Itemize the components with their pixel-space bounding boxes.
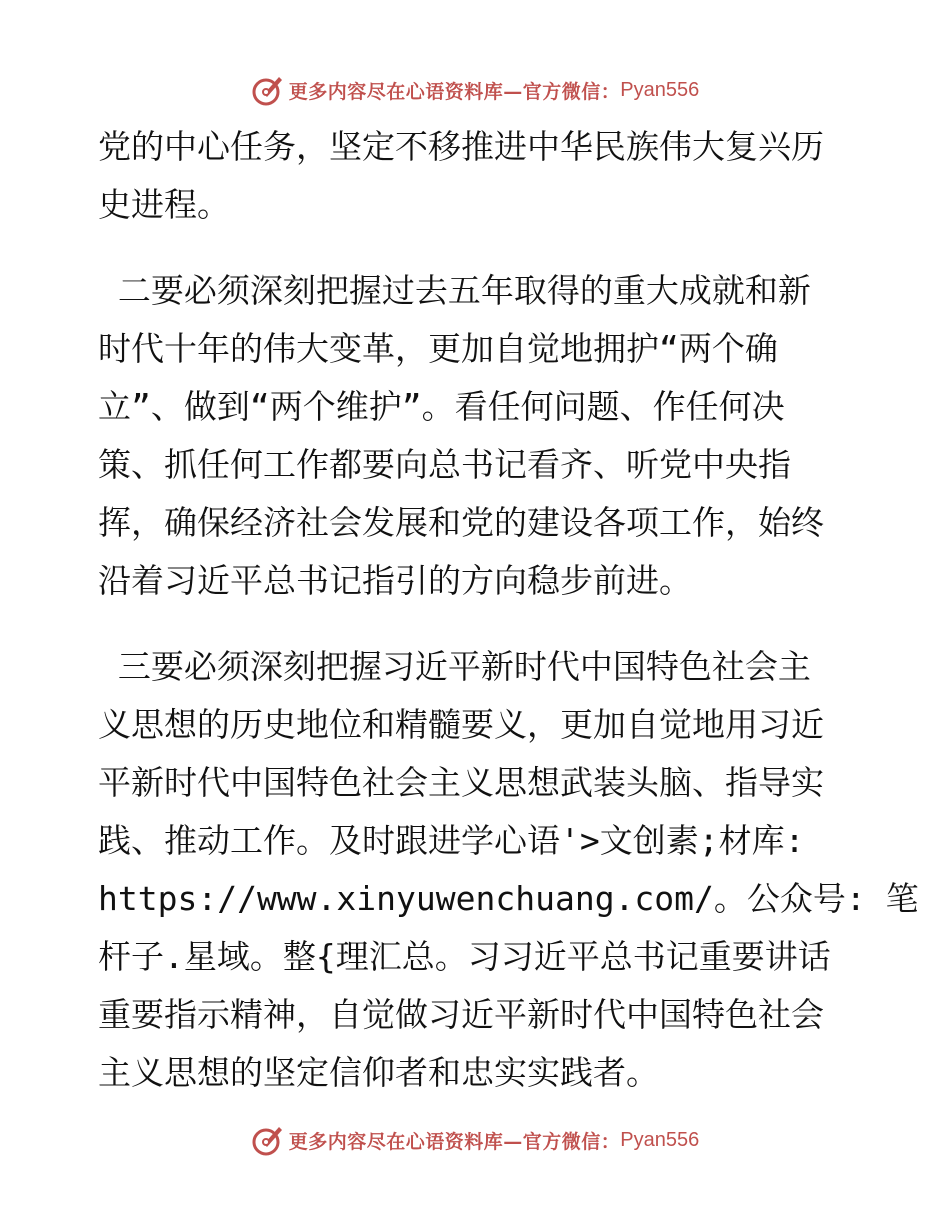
footer-wechat-id: Pyan556	[620, 1128, 700, 1151]
text-line: 杆子.星域。整{理汇总。习习近平总书记重要讲话	[98, 937, 831, 976]
text-line: 沿着习近平总书记指引的方向稳步前进。	[98, 561, 692, 600]
text-line: 立”、做到“两个维护”。看任何问题、作任何决	[98, 387, 785, 426]
text-line: 党的中心任务，坚定不移推进中华民族伟大复兴历	[98, 127, 824, 166]
paragraph-2	[98, 262, 858, 610]
text-line: 主义思想的坚定信仰者和忠实实践者。	[98, 1053, 659, 1092]
footer-watermark-banner	[0, 1120, 950, 1160]
text-line: 二要必须深刻把握过去五年取得的重大成就和新	[98, 271, 811, 310]
text-line: 践、推动工作。及时跟进学心语'>文创素;材库:	[98, 821, 805, 860]
text-line: 重要指示精神，自觉做习近平新时代中国特色社会	[98, 995, 824, 1034]
text-line: https://www.xinyuwenchuang.com/。公众号: 笔	[98, 879, 919, 918]
pen-nib-logo-icon	[251, 73, 285, 107]
text-line: 平新时代中国特色社会主义思想武装头脑、指导实	[98, 763, 824, 802]
header-wechat-id: Pyan556	[620, 78, 700, 101]
text-line: 义思想的历史地位和精髓要义，更加自觉地用习近	[98, 705, 824, 744]
text-line: 三要必须深刻把握习近平新时代中国特色社会主	[98, 647, 811, 686]
footer-banner-text: 更多内容尽在心语资料库—官方微信：	[288, 1130, 621, 1153]
header-banner-text: 更多内容尽在心语资料库—官方微信：	[288, 80, 621, 103]
text-line: 史进程。	[98, 185, 230, 224]
paragraph-1	[98, 118, 858, 234]
text-line: 时代十年的伟大变革，更加自觉地拥护“两个确	[98, 329, 778, 368]
document-body	[98, 118, 919, 1102]
header-watermark-banner	[0, 70, 950, 110]
paragraph-3	[98, 638, 919, 1102]
text-line: 挥，确保经济社会发展和党的建设各项工作，始终	[98, 503, 824, 542]
text-line: 策、抓任何工作都要向总书记看齐、听党中央指	[98, 445, 791, 484]
pen-nib-logo-icon	[251, 1123, 285, 1157]
